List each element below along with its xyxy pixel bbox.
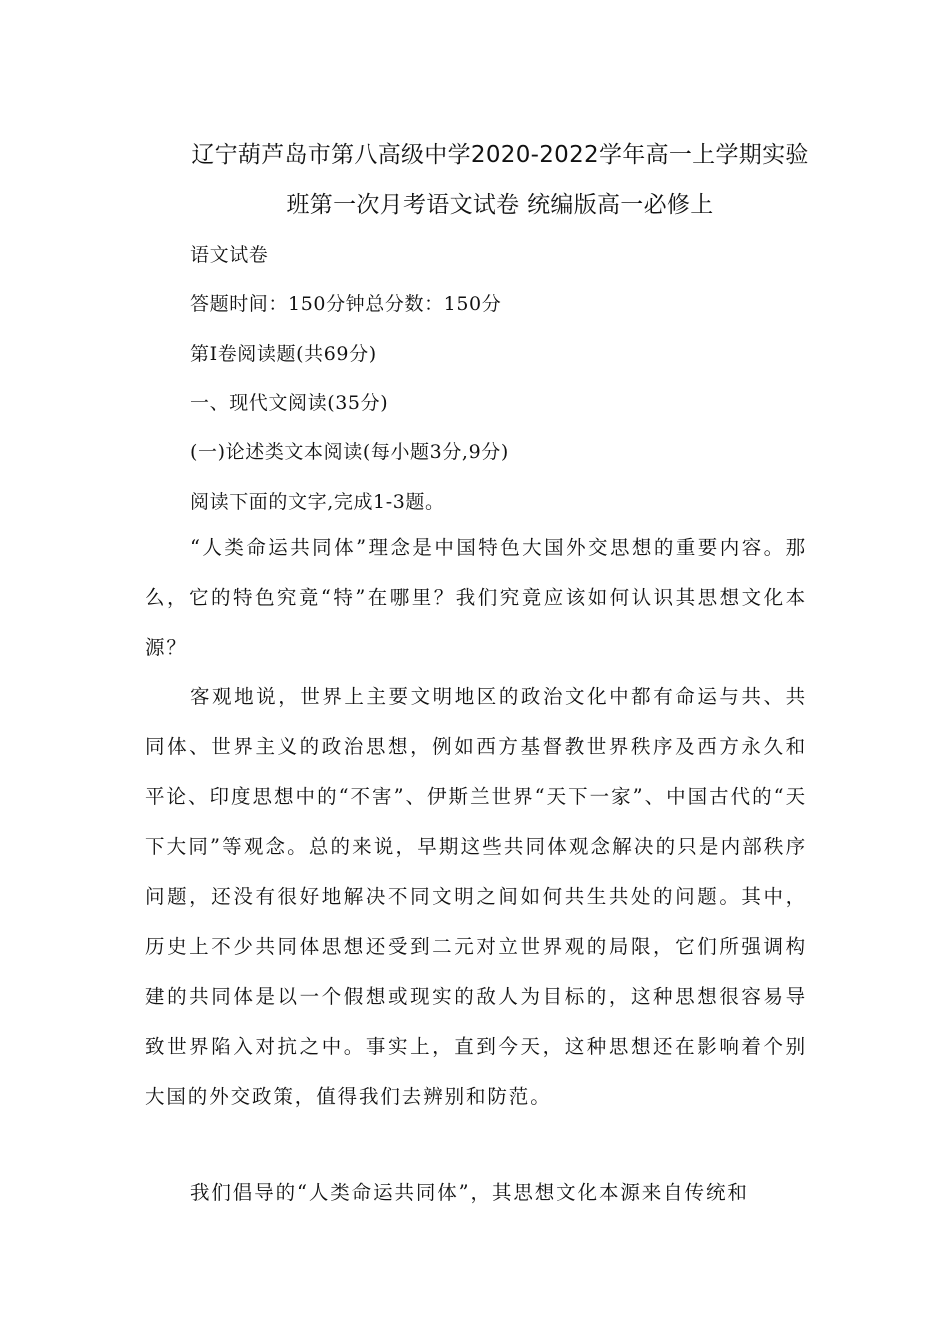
reading-instruction: 阅读下面的文字,完成1-3题。 (190, 491, 445, 513)
document-title-line-2: 班第一次月考语文试卷 统编版高一必修上 (286, 192, 714, 218)
section-heading: 第Ⅰ卷阅读题(共69分) (190, 343, 377, 365)
exam-time-score: 答题时间：150分钟总分数：150分 (190, 293, 502, 315)
body-paragraph: 客观地说，世界上主要文明地区的政治文化中都有命运与共、共同体、世界主义的政治思想，例如西方基督教世界秩序及西方永久和平论、印度思想中的“不害”、伊斯兰世界“天下一家”、中国古代的“天下大同”等观念。总的来说，早期这些共同体观念解决的只是内部秩序问题，还没有很好地解决不同文明之间如何共生共处的问题。其中，历史上不少共同体思想还受到二元对立世界观的局限，它们所强调构建的共同体是以一个假想或现实的敌人为目标的，这种思想很容易导致世界陷入对抗之中。事实上，直到今天，这种思想还在影响着个别大国的外交政策，值得我们去辨别和防范。 (145, 685, 807, 1108)
subject-label: 语文试卷 (190, 244, 269, 266)
body-paragraph: “人类命运共同体”理念是中国特色大国外交思想的重要内容。那么，它的特色究竟“特”在哪里？我们究竟应该如何认识其思想文化本源？ (145, 536, 807, 659)
document-title-line-1: 辽宁葫芦岛市第八高级中学2020-2022学年高一上学期实验 (191, 142, 809, 168)
body-paragraph: 我们倡导的“人类命运共同体”，其思想文化本源来自传统和 (190, 1181, 749, 1204)
part-heading: 一、现代文阅读(35分) (190, 392, 389, 414)
subpart-heading: (一)论述类文本阅读(每小题3分,9分) (190, 441, 509, 463)
